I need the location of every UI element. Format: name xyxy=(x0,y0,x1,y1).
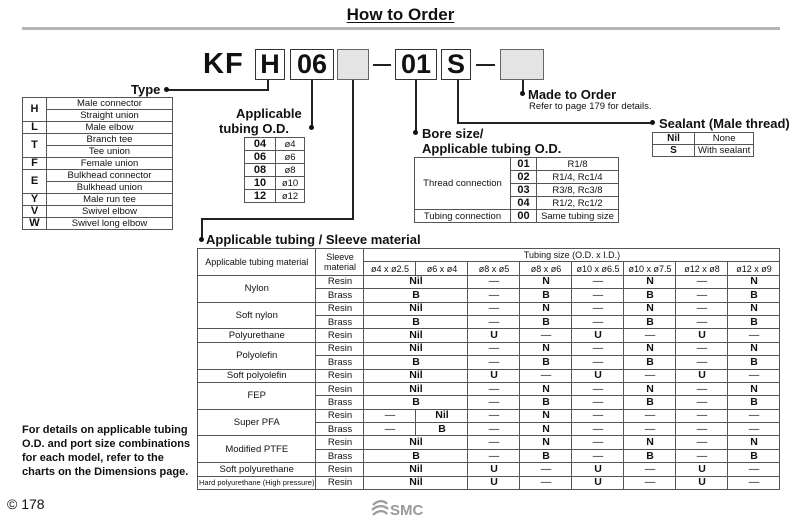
bore-label-line1: Bore size/ xyxy=(422,126,484,141)
sleeve-cell: Resin xyxy=(316,302,364,315)
sleeve-cell: Brass xyxy=(316,289,364,302)
code-cell: — xyxy=(624,409,676,422)
sealant-key: S xyxy=(653,145,695,157)
code-cell: — xyxy=(468,409,520,422)
type-value: Branch tee xyxy=(47,134,173,146)
code-cell: — xyxy=(468,449,520,462)
code-cell: N xyxy=(728,436,780,449)
table-header-row xyxy=(198,249,780,262)
sleeve-cell: Resin xyxy=(316,409,364,422)
table-row xyxy=(23,218,173,230)
code-cell: N xyxy=(624,382,676,395)
leader-line xyxy=(352,80,354,220)
code-cell: — xyxy=(468,289,520,302)
type-key: Y xyxy=(23,194,47,206)
table-row xyxy=(198,302,780,315)
code-cell: B xyxy=(520,449,572,462)
table-row xyxy=(23,134,173,146)
code-cell: B xyxy=(728,315,780,328)
header-size-2: ø8 x ø5 xyxy=(468,262,520,275)
code-cell: N xyxy=(520,423,572,436)
code-cell: N xyxy=(520,382,572,395)
material-cell: Modified PTFE xyxy=(198,436,316,463)
code-cell: — xyxy=(520,329,572,342)
type-value: Swivel elbow xyxy=(47,206,173,218)
code-cell: — xyxy=(624,423,676,436)
material-cell: Nylon xyxy=(198,275,316,302)
code-cell: — xyxy=(572,409,624,422)
code-cell: B xyxy=(728,449,780,462)
type-table xyxy=(22,97,173,230)
sleeve-material-table xyxy=(197,248,780,490)
header-size-0: ø4 x ø2.5 xyxy=(364,262,416,275)
code-cell: N xyxy=(728,275,780,288)
code-cell: U xyxy=(572,369,624,382)
code-cell: — xyxy=(728,423,780,436)
code-cell: B xyxy=(624,315,676,328)
code-cell: — xyxy=(364,423,416,436)
sealant-key: Nil xyxy=(653,133,695,145)
bore-key: 01 xyxy=(511,158,537,171)
code-cell: U xyxy=(468,369,520,382)
material-cell: Hard polyurethane (High pressure) xyxy=(198,476,316,489)
bore-key: 00 xyxy=(511,210,537,223)
code-cell: — xyxy=(676,396,728,409)
type-label: Type xyxy=(131,82,161,97)
table-row xyxy=(198,409,780,422)
type-value: Swivel long elbow xyxy=(47,218,173,230)
code-cell: — xyxy=(676,289,728,302)
sleeve-table-label: Applicable tubing / Sleeve material xyxy=(206,232,421,247)
code-cell: — xyxy=(624,463,676,476)
code-cell: B xyxy=(520,289,572,302)
code-cell: — xyxy=(468,436,520,449)
header-sleeve: Sleeve material xyxy=(316,249,364,276)
code-cell: N xyxy=(624,342,676,355)
table-row xyxy=(198,329,780,342)
type-key: F xyxy=(23,158,47,170)
code-cell: — xyxy=(676,342,728,355)
sealant-table xyxy=(652,132,754,157)
sleeve-cell: Brass xyxy=(316,449,364,462)
copyright-symbol: © xyxy=(7,496,18,512)
thread-connection-label: Thread connection xyxy=(415,158,511,210)
code-cell: — xyxy=(676,449,728,462)
code-cell: — xyxy=(676,436,728,449)
type-value: Bulkhead connector xyxy=(47,170,173,182)
od-key: 04 xyxy=(245,138,276,151)
code-cell: — xyxy=(624,476,676,489)
code-cell: — xyxy=(572,396,624,409)
sleeve-cell: Brass xyxy=(316,423,364,436)
code-box-type: H xyxy=(255,49,285,80)
header-material: Applicable tubing material xyxy=(198,249,316,276)
code-cell: N xyxy=(624,275,676,288)
code-cell: — xyxy=(468,423,520,436)
leader-line xyxy=(457,80,459,124)
code-cell: B xyxy=(364,356,468,369)
code-cell: B xyxy=(520,396,572,409)
page-number-text: 178 xyxy=(21,496,45,512)
code-cell: U xyxy=(468,463,520,476)
table-row xyxy=(198,342,780,355)
code-cell: — xyxy=(676,356,728,369)
od-value: ø12 xyxy=(276,190,305,203)
type-key: E xyxy=(23,170,47,194)
code-cell: — xyxy=(572,289,624,302)
code-cell: U xyxy=(676,476,728,489)
table-row xyxy=(198,275,780,288)
type-value: Straight union xyxy=(47,110,173,122)
type-value: Male connector xyxy=(47,98,173,110)
code-cell: — xyxy=(468,315,520,328)
od-value: ø6 xyxy=(276,151,305,164)
type-value: Female union xyxy=(47,158,173,170)
bore-value: R1/2, Rc1/2 xyxy=(537,197,619,210)
sleeve-cell: Resin xyxy=(316,329,364,342)
od-key: 12 xyxy=(245,190,276,203)
table-row xyxy=(198,382,780,395)
od-key: 06 xyxy=(245,151,276,164)
code-cell: B xyxy=(624,289,676,302)
code-cell: B xyxy=(520,356,572,369)
code-cell: B xyxy=(364,315,468,328)
code-cell: Nil xyxy=(364,436,468,449)
table-row xyxy=(653,145,754,157)
code-cell: U xyxy=(468,476,520,489)
code-cell: — xyxy=(572,302,624,315)
smc-logo xyxy=(370,499,434,519)
code-prefix: KF xyxy=(203,48,244,80)
table-row xyxy=(23,194,173,206)
code-cell: U xyxy=(572,329,624,342)
code-dash xyxy=(476,64,495,66)
leader-dot xyxy=(413,130,418,135)
table-row xyxy=(23,170,173,182)
code-cell: — xyxy=(728,369,780,382)
code-cell: — xyxy=(728,329,780,342)
code-cell: Nil xyxy=(364,382,468,395)
sleeve-cell: Resin xyxy=(316,463,364,476)
table-row xyxy=(198,369,780,382)
code-cell: N xyxy=(520,342,572,355)
code-cell: B xyxy=(728,396,780,409)
leader-dot xyxy=(199,237,204,242)
table-row xyxy=(198,476,780,489)
code-cell: B xyxy=(624,396,676,409)
header-size-1: ø6 x ø4 xyxy=(416,262,468,275)
table-row xyxy=(23,206,173,218)
tubing-od-table xyxy=(244,137,305,203)
code-cell: B xyxy=(364,289,468,302)
type-key: H xyxy=(23,98,47,122)
code-cell: B xyxy=(624,449,676,462)
leader-dot xyxy=(520,91,525,96)
bore-value: Same tubing size xyxy=(537,210,619,223)
table-row xyxy=(245,138,305,151)
code-cell: B xyxy=(728,356,780,369)
type-value: Male elbow xyxy=(47,122,173,134)
sleeve-cell: Resin xyxy=(316,436,364,449)
code-box-sleeve xyxy=(337,49,369,80)
type-value: Male run tee xyxy=(47,194,173,206)
code-cell: — xyxy=(520,463,572,476)
code-cell: N xyxy=(520,436,572,449)
code-cell: N xyxy=(728,302,780,315)
code-cell: Nil xyxy=(364,329,468,342)
leader-dot xyxy=(164,87,169,92)
code-cell: N xyxy=(728,342,780,355)
od-key: 10 xyxy=(245,177,276,190)
bore-value: R1/4, Rc1/4 xyxy=(537,171,619,184)
header-size-7: ø12 x ø9 xyxy=(728,262,780,275)
leader-line xyxy=(201,218,354,220)
material-cell: Super PFA xyxy=(198,409,316,436)
code-cell: U xyxy=(572,476,624,489)
bore-label-line2: Applicable tubing O.D. xyxy=(422,141,562,156)
code-cell: — xyxy=(624,329,676,342)
leader-line xyxy=(415,80,417,132)
bore-key: 04 xyxy=(511,197,537,210)
table-row xyxy=(198,436,780,449)
code-cell: — xyxy=(468,342,520,355)
code-cell: N xyxy=(520,275,572,288)
page-number xyxy=(7,496,45,512)
code-cell: U xyxy=(676,463,728,476)
code-cell: N xyxy=(624,436,676,449)
bore-key: 02 xyxy=(511,171,537,184)
code-cell: — xyxy=(676,302,728,315)
table-row xyxy=(415,158,619,171)
type-value: Bulkhead union xyxy=(47,182,173,194)
code-cell: — xyxy=(676,409,728,422)
sealant-value: None xyxy=(695,133,754,145)
code-cell: — xyxy=(728,476,780,489)
code-cell: — xyxy=(468,396,520,409)
code-cell: — xyxy=(468,356,520,369)
leader-line xyxy=(166,89,269,91)
code-cell: — xyxy=(572,315,624,328)
bore-key: 03 xyxy=(511,184,537,197)
sleeve-cell: Brass xyxy=(316,396,364,409)
sleeve-cell: Resin xyxy=(316,342,364,355)
tubing-od-label-line2: tubing O.D. xyxy=(219,121,290,136)
code-cell: — xyxy=(468,302,520,315)
code-cell: — xyxy=(572,449,624,462)
made-to-order-note: Refer to page 179 for details. xyxy=(529,101,652,112)
code-cell: N xyxy=(520,302,572,315)
code-cell: — xyxy=(676,315,728,328)
table-row xyxy=(653,133,754,145)
title-rule xyxy=(22,27,780,30)
code-cell: Nil xyxy=(364,342,468,355)
sleeve-cell: Resin xyxy=(316,369,364,382)
od-key: 08 xyxy=(245,164,276,177)
code-cell: U xyxy=(468,329,520,342)
table-row xyxy=(415,210,619,223)
header-size-5: ø10 x ø7.5 xyxy=(624,262,676,275)
material-cell: Soft polyurethane xyxy=(198,463,316,476)
sealant-label: Sealant (Male thread) xyxy=(659,116,790,131)
code-cell: N xyxy=(624,302,676,315)
code-cell: — xyxy=(468,275,520,288)
code-cell: — xyxy=(676,382,728,395)
made-to-order-label: Made to Order xyxy=(528,87,617,102)
material-cell: Soft polyolefin xyxy=(198,369,316,382)
bore-value: R1/8 xyxy=(537,158,619,171)
code-box-made-to-order xyxy=(500,49,544,80)
od-value: ø8 xyxy=(276,164,305,177)
leader-line xyxy=(311,80,313,128)
header-size: Tubing size (O.D. x I.D.) xyxy=(364,249,780,262)
sleeve-cell: Resin xyxy=(316,476,364,489)
smc-logo-text: SMC xyxy=(390,502,424,519)
code-cell: — xyxy=(572,436,624,449)
code-cell: B xyxy=(728,289,780,302)
table-row xyxy=(198,463,780,476)
code-cell: B xyxy=(416,423,468,436)
material-cell: Polyolefin xyxy=(198,342,316,369)
material-cell: Soft nylon xyxy=(198,302,316,329)
sleeve-cell: Brass xyxy=(316,315,364,328)
code-cell: U xyxy=(572,463,624,476)
type-key: L xyxy=(23,122,47,134)
code-box-bore: 01 xyxy=(395,49,437,80)
table-row xyxy=(23,98,173,110)
table-row xyxy=(245,177,305,190)
od-value: ø10 xyxy=(276,177,305,190)
code-cell: Nil xyxy=(364,369,468,382)
header-size-3: ø8 x ø6 xyxy=(520,262,572,275)
code-cell: — xyxy=(676,275,728,288)
sleeve-cell: Brass xyxy=(316,356,364,369)
code-cell: N xyxy=(520,409,572,422)
code-cell: — xyxy=(572,275,624,288)
sealant-value: With sealant xyxy=(695,145,754,157)
table-row xyxy=(245,164,305,177)
code-cell: — xyxy=(572,356,624,369)
code-cell: — xyxy=(728,409,780,422)
code-cell: — xyxy=(572,423,624,436)
code-cell: Nil xyxy=(364,302,468,315)
side-note: For details on applicable tubing O.D. and port size combinations for each model, refer to the charts on the Dimensions page. xyxy=(22,424,191,478)
type-key: V xyxy=(23,206,47,218)
material-cell: FEP xyxy=(198,382,316,409)
type-key: W xyxy=(23,218,47,230)
type-value: Tee union xyxy=(47,146,173,158)
table-row xyxy=(245,151,305,164)
code-cell: — xyxy=(572,382,624,395)
od-value: ø4 xyxy=(276,138,305,151)
code-cell: U xyxy=(676,329,728,342)
code-cell: B xyxy=(624,356,676,369)
code-cell: — xyxy=(468,382,520,395)
code-cell: B xyxy=(520,315,572,328)
tubing-connection-label: Tubing connection xyxy=(415,210,511,223)
leader-dot xyxy=(650,120,655,125)
header-size-6: ø12 x ø8 xyxy=(676,262,728,275)
code-cell: — xyxy=(728,463,780,476)
page-title: How to Order xyxy=(346,5,455,24)
code-cell: — xyxy=(676,423,728,436)
table-row xyxy=(245,190,305,203)
code-cell: — xyxy=(520,476,572,489)
code-cell: B xyxy=(364,449,468,462)
tubing-od-label-line1: Applicable xyxy=(236,106,302,121)
code-cell: Nil xyxy=(364,476,468,489)
leader-line xyxy=(457,122,652,124)
type-key: T xyxy=(23,134,47,158)
code-cell: Nil xyxy=(364,275,468,288)
code-box-tubing-od: 06 xyxy=(290,49,334,80)
code-cell: — xyxy=(364,409,416,422)
code-cell: — xyxy=(624,369,676,382)
table-row xyxy=(23,122,173,134)
code-cell: — xyxy=(520,369,572,382)
sleeve-cell: Resin xyxy=(316,382,364,395)
code-cell: Nil xyxy=(416,409,468,422)
sleeve-cell: Resin xyxy=(316,275,364,288)
leader-dot xyxy=(309,125,314,130)
code-cell: Nil xyxy=(364,463,468,476)
code-cell: B xyxy=(364,396,468,409)
code-cell: — xyxy=(572,342,624,355)
material-cell: Polyurethane xyxy=(198,329,316,342)
bore-table xyxy=(414,157,619,223)
code-dash xyxy=(373,64,391,66)
table-row xyxy=(23,158,173,170)
code-cell: U xyxy=(676,369,728,382)
code-box-sealant: S xyxy=(441,49,471,80)
bore-value: R3/8, Rc3/8 xyxy=(537,184,619,197)
code-cell: N xyxy=(728,382,780,395)
header-size-4: ø10 x ø6.5 xyxy=(572,262,624,275)
